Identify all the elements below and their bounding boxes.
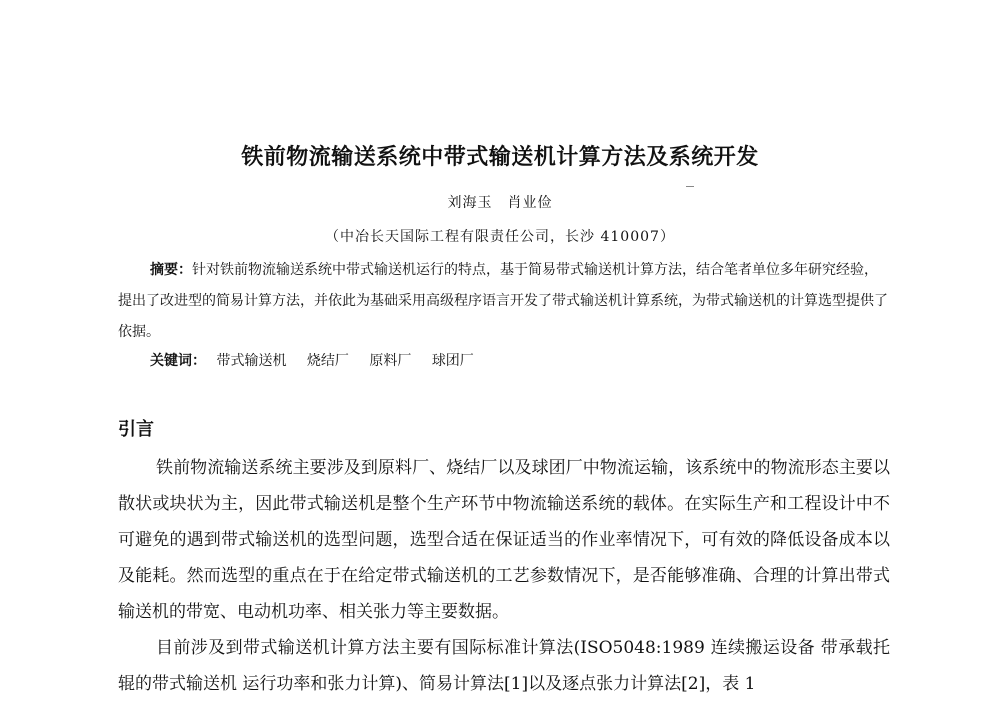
abstract-label: 摘要： <box>150 262 192 278</box>
abstract-text: 针对铁前物流输送系统中带式输送机运行的特点，基于简易带式输送机计算方法，结合笔者单位多年研究经验，提出了改进型的简易计算方法，并依此为基础采用高级程序语言开发了带式输送机计算系统，为带式输送机的计算选型提供了依据。 <box>118 262 888 340</box>
body-paragraph: 铁前物流输送系统主要涉及到原料厂、烧结厂以及球团厂中物流运输，该系统中的物流形态主要以散状或块状为主，因此带式输送机是整个生产环节中物流输送系统的载体。在实际生产和工程设计中不可避免的遇到带式输送机的选型问题，选型合适在保证适当的作业率情况下，可有效的降低设备成本以及能耗。然而选型的重点在于在给定带式输送机的工艺参数情况下，是否能够准确、合理的计算出带式输送机的带宽、电动机功率、相关张力等主要数据。 <box>118 458 890 622</box>
paper-title: 铁前物流输送系统中带式输送机计算方法及系统开发 <box>241 145 759 170</box>
keyword: 带式输送机 <box>216 353 287 369</box>
paper-authors: 刘海玉 肖业俭 <box>447 195 553 211</box>
abstract <box>118 255 888 348</box>
paper-affiliation: （中冶长天国际工程有限责任公司，长沙 410007） <box>325 229 675 245</box>
keywords-label: 关键词： <box>150 353 206 369</box>
keyword: 烧结厂 <box>306 353 349 369</box>
keyword: 原料厂 <box>369 353 412 369</box>
keywords <box>150 350 890 370</box>
body-paragraph: 目前涉及到带式输送机计算方法主要有国际标准计算法(ISO5048:1989 连续搬运设备 带承载托辊的带式输送机 运行功率和张力计算)、简易计算法[1]以及逐点张力计算法[2]，表 1 <box>118 638 890 694</box>
keyword: 球团厂 <box>431 353 474 369</box>
section-heading-introduction: 引言 <box>118 419 154 440</box>
scan-artifact <box>686 186 694 187</box>
